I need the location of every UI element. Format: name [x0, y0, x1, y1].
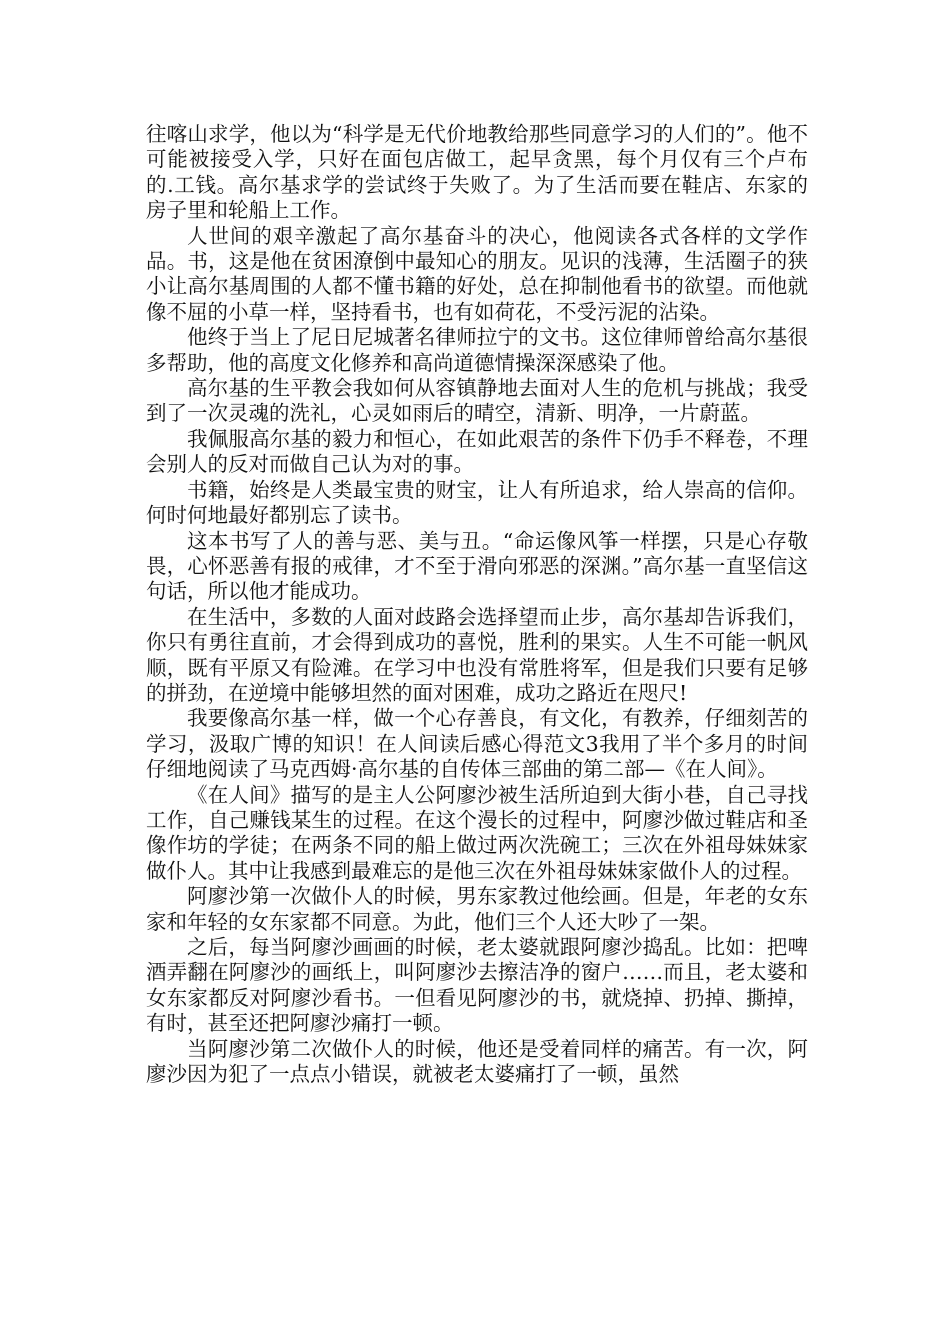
paragraph: 往喀山求学，他以为“科学是无代价地教给那些同意学习的人们的”。他不可能被接受入学，只好在面包店做工，起早贪黑，每个月仅有三个卢布的.工钱。高尔基求学的尝试终于失败了。为了生活而要在鞋店、东家的房子里和轮船上工作。: [146, 122, 808, 223]
paragraph: 当阿廖沙第二次做仆人的时候，他还是受着同样的痛苦。有一次，阿廖沙因为犯了一点点小错误，就被老太婆痛打了一顿，虽然: [146, 1036, 808, 1087]
paragraph: 高尔基的生平教会我如何从容镇静地去面对人生的危机与挑战；我受到了一次灵魂的洗礼，心灵如雨后的晴空，清新、明净，一片蔚蓝。: [146, 376, 808, 426]
document-body: [146, 122, 808, 1087]
paragraph: 我佩服高尔基的毅力和恒心，在如此艰苦的条件下仍手不释卷，不理会别人的反对而做自己认为对的事。: [146, 426, 808, 477]
paragraph: 这本书写了人的善与恶、美与丑。“命运像风筝一样摆，只是心存敬畏，心怀恶善有报的戒律，才不至于滑向邪恶的深渊。”高尔基一直坚信这句话，所以他才能成功。: [146, 528, 808, 604]
paragraph: 人世间的艰辛激起了高尔基奋斗的决心，他阅读各式各样的文学作品。书，这是他在贫困潦倒中最知心的朋友。见识的浅薄，生活圈子的狭小让高尔基周围的人都不懂书籍的好处，总在抑制他看书的欲望。而他就像不屈的小草一样，坚持看书，也有如荷花，不受污泥的沾染。: [146, 223, 808, 324]
paragraph: 他终于当上了尼日尼城著名律师拉宁的文书。这位律师曾给高尔基很多帮助，他的高度文化修养和高尚道德情操深深感染了他。: [146, 325, 808, 375]
paragraph: 我要像高尔基一样，做一个心存善良，有文化，有教养，仔细刻苦的学习，汲取广博的知识！在人间读后感心得范文3我用了半个多月的时间仔细地阅读了马克西姆·高尔基的自传体三部曲的第二部—《在人间》。: [146, 706, 808, 782]
paragraph: 之后，每当阿廖沙画画的时候，老太婆就跟阿廖沙捣乱。比如：把啤酒弄翻在阿廖沙的画纸上，叫阿廖沙去擦洁净的窗户……而且，老太婆和女东家都反对阿廖沙看书。一但看见阿廖沙的书，就烧掉、扔掉、撕掉，有时，甚至还把阿廖沙痛打一顿。: [146, 935, 808, 1036]
paragraph: 《在人间》描写的是主人公阿廖沙被生活所迫到大街小巷，自己寻找工作，自己赚钱某生的过程。在这个漫长的过程中，阿廖沙做过鞋店和圣像作坊的学徒；在两条不同的船上做过两次洗碗工；三次在外祖母妹妹家做仆人。其中让我感到最难忘的是他三次在外祖母妹妹家做仆人的过程。: [146, 782, 808, 883]
paragraph: 书籍，始终是人类最宝贵的财宝，让人有所追求，给人崇高的信仰。何时何地最好都别忘了读书。: [146, 477, 808, 528]
paragraph: 阿廖沙第一次做仆人的时候，男东家教过他绘画。但是，年老的女东家和年轻的女东家都不同意。为此，他们三个人还大吵了一架。: [146, 884, 808, 934]
paragraph: 在生活中，多数的人面对歧路会选择望而止步，高尔基却告诉我们，你只有勇往直前，才会得到成功的喜悦，胜利的果实。人生不可能一帆风顺，既有平原又有险滩。在学习中也没有常胜将军，但是我们只要有足够的拼劲，在逆境中能够坦然的面对困难，成功之路近在咫尺!: [146, 604, 808, 705]
